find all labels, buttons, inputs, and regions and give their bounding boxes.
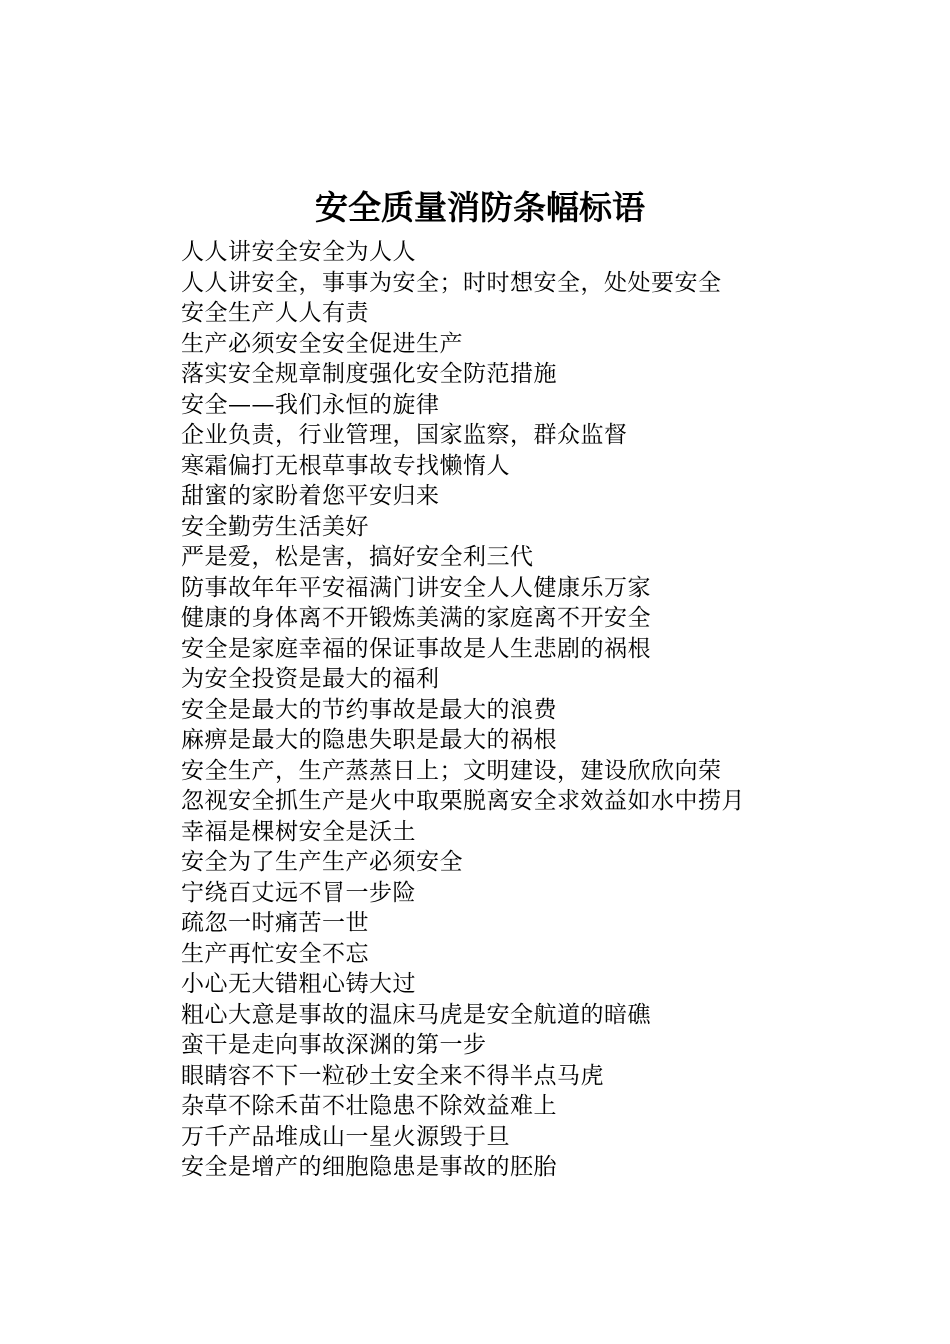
slogan-line: 安全生产，生产蒸蒸日上；文明建设，建设欣欣向荣 <box>181 757 722 784</box>
document-title: 安全质量消防条幅标语 <box>315 188 645 227</box>
slogan-line: 生产必须安全安全促进生产 <box>181 330 463 357</box>
slogan-line: 安全是增产的细胞隐患是事故的胚胎 <box>181 1154 557 1180</box>
slogan-line: 安全是家庭幸福的保证事故是人生悲剧的祸根 <box>181 635 651 662</box>
slogan-line: 为安全投资是最大的福利 <box>181 666 440 692</box>
slogan-line: 眼睛容不下一粒砂土安全来不得半点马虎 <box>181 1062 604 1089</box>
slogan-line: 忽视安全抓生产是火中取栗脱离安全求效益如水中捞月 <box>181 788 745 814</box>
slogan-line: 严是爱，松是害，搞好安全利三代 <box>181 544 534 570</box>
slogan-line: 麻痹是最大的隐患失职是最大的祸根 <box>181 727 557 753</box>
slogan-line: 企业负责，行业管理，国家监察，群众监督 <box>181 422 628 448</box>
slogan-line: 小心无大错粗心铸大过 <box>181 971 416 997</box>
slogan-line: 万千产品堆成山一星火源毁于旦 <box>181 1123 510 1150</box>
slogan-line: 安全勤劳生活美好 <box>181 513 369 540</box>
slogan-line: 蛮干是走向事故深渊的第一步 <box>181 1032 487 1058</box>
slogan-line: 安全为了生产生产必须安全 <box>181 849 463 875</box>
slogan-line: 安全生产人人有责 <box>181 300 369 326</box>
slogan-line: 生产再忙安全不忘 <box>181 940 369 967</box>
slogan-line: 寒霜偏打无根草事故专找懒惰人 <box>181 452 510 479</box>
slogan-line: 人人讲安全安全为人人 <box>181 239 416 265</box>
slogan-list <box>181 237 745 1183</box>
slogan-line: 甜蜜的家盼着您平安归来 <box>181 483 440 509</box>
slogan-line: 安全是最大的节约事故是最大的浪费 <box>181 696 557 723</box>
slogan-line: 幸福是棵树安全是沃土 <box>181 818 416 845</box>
slogan-line: 防事故年年平安福满门讲安全人人健康乐万家 <box>181 574 651 601</box>
slogan-line: 粗心大意是事故的温床马虎是安全航道的暗礁 <box>181 1001 651 1028</box>
slogan-line: 健康的身体离不开锻炼美满的家庭离不开安全 <box>181 605 651 631</box>
slogan-line: 人人讲安全，事事为安全；时时想安全，处处要安全 <box>181 269 722 296</box>
slogan-line: 安全——我们永恒的旋律 <box>181 391 440 418</box>
slogan-line: 疏忽一时痛苦一世 <box>181 910 369 936</box>
slogan-line: 落实安全规章制度强化安全防范措施 <box>181 361 557 387</box>
slogan-line: 宁绕百丈远不冒一步险 <box>181 879 416 906</box>
slogan-line: 杂草不除禾苗不壮隐患不除效益难上 <box>181 1093 557 1119</box>
